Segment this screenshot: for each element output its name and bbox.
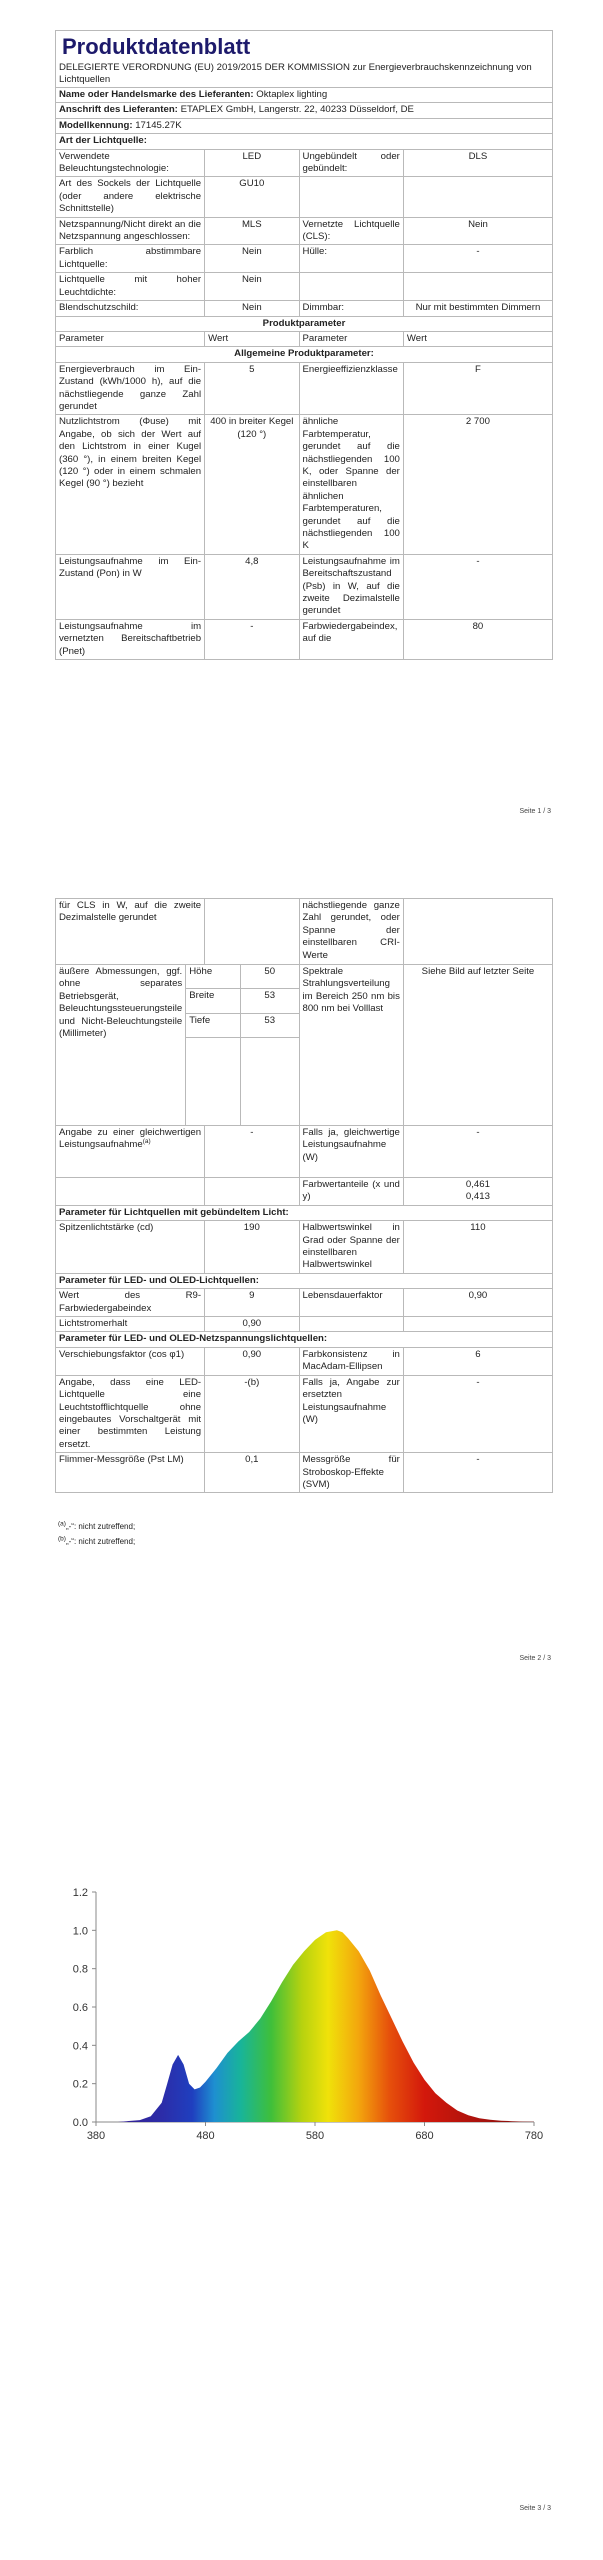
table-row [56, 619, 553, 659]
param-value: DLS [403, 149, 552, 177]
y-tick-label: 0.6 [72, 2002, 88, 2014]
param-value: - [205, 619, 299, 659]
supplier-name-label: Name oder Handelsmarke des Lieferanten: [59, 89, 254, 100]
regulation-text: DELEGIERTE VERORDNUNG (EU) 2019/2015 DER KOMMISSION zur Energieverbrauchskennzeichnung von Lichtquellen [59, 62, 532, 85]
param-value: - [403, 245, 552, 273]
x-tick-labels [87, 2122, 543, 2142]
param-label [299, 177, 403, 217]
x-tick-label: 680 [415, 2130, 434, 2142]
param-label: Lebensdauerfaktor [299, 1289, 403, 1317]
param-value: - [403, 1453, 552, 1493]
param-label: Farbwertanteile (x und y) [299, 1178, 403, 1206]
param-value: Nur mit bestimmten Dimmern [403, 301, 552, 316]
param-label: Farblich abstimmbare Lichtquelle: [56, 245, 205, 273]
table-row [56, 245, 553, 273]
param-value: 2 700 [403, 415, 552, 554]
page-1 [0, 0, 603, 815]
param-label: Vernetzte Lichtquelle (CLS): [299, 217, 403, 245]
x-tick-label: 580 [305, 2130, 325, 2142]
mains-params-header: Parameter für LED- und OLED-Netzspannungslichtquellen: [56, 1332, 553, 1347]
spectral-distribution-chart [0, 1870, 603, 2210]
footnote-b: $^{(b)}$„-“: nicht zutreffend; [58, 1535, 136, 1546]
y-tick-label: 0.8 [72, 1963, 88, 1976]
param-value: - [205, 1126, 299, 1178]
table-row [56, 1453, 553, 1493]
param-label: für CLS in W, auf die zweite Dezimalstelle gerundet [56, 899, 205, 965]
param-value: 400 in breiter Kegel (120 °) [205, 415, 299, 554]
param-label: Energieverbrauch im Ein-Zustand (kWh/1000 h), auf die nächstliegende ganze Zahl gerundet [56, 362, 205, 415]
param-label: Flimmer-Messgröße (Pst LM) [56, 1453, 205, 1493]
param-value [205, 899, 299, 965]
param-value: 5 [205, 362, 299, 415]
param-label: Blendschutzschild: [56, 301, 205, 316]
param-value: 190 [205, 1221, 299, 1274]
param-label: Farbkonsistenz in MacAdam-Ellipsen [299, 1347, 403, 1375]
param-value [403, 1178, 552, 1206]
param-value: 0,1 [205, 1453, 299, 1493]
param-value: Nein [205, 301, 299, 316]
table-row [56, 273, 553, 301]
param-label: Spitzenlichtstärke (cd) [56, 1221, 205, 1274]
param-label: Spektrale Strahlungsverteilung im Bereich 250 nm bis 800 nm bei Volllast [299, 965, 403, 1126]
param-label: Angabe, dass eine LED-Lichtquelle eine Leuchtstofflichtquelle ohne eingebautes Vorschaltgerät mit einer bestimmten Leistung ersetzt. [56, 1375, 205, 1452]
general-params-header: Allgemeine Produktparameter: [56, 347, 553, 362]
param-value: 4,8 [205, 554, 299, 619]
table-row [56, 415, 553, 554]
param-value: 0,90 [403, 1289, 552, 1317]
y-tick-label: 0.2 [72, 2078, 88, 2091]
table-row [56, 1178, 553, 1206]
param-label: Nutzlichtstrom (Φuse) mit Angabe, ob sich der Wert auf den Lichtstrom in einer Kugel (360 °), in einem breiten Kegel (120 °) oder in einem schmalen Kegel (90 °) bezieht [56, 415, 205, 554]
param-label: Leistungsaufnahme im Bereitschaftszustand (Psb) in W, auf die zweite Dezimalstelle gerundet [299, 554, 403, 619]
param-label: Angabe zu einer gleichwertigen Leistungsaufnahme$^{(a)}$ [56, 1126, 205, 1178]
product-datasheet-table-continued [55, 898, 553, 1493]
table-row [56, 177, 553, 217]
param-label: nächstliegende ganze Zahl gerundet, oder Spanne der einstellbaren CRI-Werte [299, 899, 403, 965]
param-value [403, 899, 552, 965]
y-tick-labels [73, 1887, 96, 2129]
y-tick-label: 0.4 [72, 2040, 88, 2053]
param-label: Art des Sockels der Lichtquelle (oder andere elektrische Schnittstelle) [56, 177, 205, 217]
x-tick-label: 480 [196, 2130, 215, 2142]
param-value: Nein [403, 217, 552, 245]
param-label: Hülle: [299, 245, 403, 273]
param-value: F [403, 362, 552, 415]
param-value: 80 [403, 619, 552, 659]
dls-params-header: Parameter für Lichtquellen mit gebündeltem Licht: [56, 1205, 553, 1220]
param-label: Ungebündelt oder gebündelt: [299, 149, 403, 177]
x-tick-label: 780 [524, 2130, 544, 2142]
column-header-row [56, 331, 553, 346]
page-number: Seite 2 / 3 [519, 1655, 551, 1662]
param-value: - [403, 1375, 552, 1452]
param-value: 0,90 [205, 1317, 299, 1332]
param-label: Falls ja, Angabe zur ersetzten Leistungsaufnahme (W) [299, 1375, 403, 1452]
param-label: Wert des R9-Farbwiedergabeindex [56, 1289, 205, 1317]
supplier-name: Oktaplex lighting [256, 89, 328, 100]
column-header: Parameter [299, 331, 403, 346]
chroma-x: 0,461 [465, 1179, 490, 1190]
param-label: Dimmbar: [299, 301, 403, 316]
param-label: Energieeffizienzklasse [299, 362, 403, 415]
dimension-name: Breite [186, 989, 241, 1013]
model-row [56, 118, 553, 133]
param-value: - [403, 554, 552, 619]
table-row [56, 149, 553, 177]
product-params-header: Produktparameter [56, 316, 553, 331]
table-row [56, 1347, 553, 1375]
dimension-value: 53 [241, 989, 299, 1013]
dimension-name: Höhe [186, 965, 241, 989]
table-row [56, 301, 553, 316]
param-value: LED [205, 149, 299, 177]
dimension-value: 53 [241, 1013, 299, 1037]
param-value: Nein [205, 245, 299, 273]
led-params-header: Parameter für LED- und OLED-Lichtquellen: [56, 1273, 553, 1288]
param-label: Verwendete Beleuchtungstechnologie: [56, 149, 205, 177]
supplier-name-row [56, 88, 553, 103]
table-row [56, 899, 553, 965]
supplier-address-row [56, 103, 553, 118]
param-label: Leistungsaufnahme im vernetzten Bereitschaftbetrieb (Pnet) [56, 619, 205, 659]
param-label: ähnliche Farbtemperatur, gerundet auf die nächstliegenden 100 K, oder Spanne der einstellbaren ähnlichen Farbtemperaturen, gerundet auf die nächstliegenden 100 K [299, 415, 403, 554]
dimensions-row [56, 965, 553, 1126]
column-header: Wert [403, 331, 552, 346]
chroma-y: 0,413 [465, 1191, 490, 1203]
param-label [299, 273, 403, 301]
param-label: Farbwiedergabeindex, auf die [299, 619, 403, 659]
param-value: 6 [403, 1347, 552, 1375]
table-row [56, 1289, 553, 1317]
supplier-address-label: Anschrift des Lieferanten: [59, 104, 178, 116]
title-cell [56, 31, 553, 88]
product-datasheet-table [55, 30, 553, 660]
page-number: Seite 1 / 3 [519, 808, 551, 815]
param-label: Leistungsaufnahme im Ein-Zustand (Pon) in W [56, 554, 205, 619]
param-label: Falls ja, gleichwertige Leistungsaufnahme (W) [299, 1126, 403, 1178]
dimension-value: 50 [241, 965, 299, 989]
dimensions-cell [56, 965, 300, 1126]
param-value: 0,90 [205, 1347, 299, 1375]
param-label: Messgröße für Stroboskop-Effekte (SVM) [299, 1453, 403, 1493]
table-row [56, 362, 553, 415]
param-value: Siehe Bild auf letzter Seite [403, 965, 552, 1126]
table-row [56, 217, 553, 245]
y-tick-label: 1.2 [72, 1887, 88, 1899]
param-value: 110 [403, 1221, 552, 1274]
model-label: Modellkennung: [59, 119, 133, 131]
x-tick-label: 380 [86, 2130, 106, 2142]
param-value: - [403, 1126, 552, 1178]
page-number: Seite 3 / 3 [519, 2505, 551, 2512]
param-value: GU10 [205, 177, 299, 217]
model-id: 17145.27K [135, 119, 182, 131]
param-label: Halbwertswinkel in Grad oder Spanne der einstellbaren Halbwertswinkel [299, 1221, 403, 1274]
param-label: Lichtquelle mit hoher Leuchtdichte: [56, 273, 205, 301]
page-title: Produktdatenblatt [62, 34, 251, 59]
dimension-name: Tiefe [186, 1013, 241, 1037]
series-spectrum-area [96, 1930, 534, 2122]
dimensions-table [56, 965, 299, 1125]
y-tick-label: 0.0 [72, 2117, 88, 2129]
table-row [56, 1126, 553, 1178]
supplier-address: ETAPLEX GmbH, Langerstr. 22, 40233 Düsseldorf, DE [180, 104, 414, 116]
param-value [403, 273, 552, 301]
table-row [56, 1317, 553, 1332]
param-value: -(b) [205, 1375, 299, 1452]
param-value [403, 177, 552, 217]
table-row [56, 1221, 553, 1274]
param-value: MLS [205, 217, 299, 245]
column-header: Wert [205, 331, 299, 346]
dimensions-label: äußere Abmessungen, ggf. ohne separates Betriebsgerät, Beleuchtungssteuerungsteile und Nicht-Beleuchtungsteile (Millimeter) [56, 965, 186, 1125]
footnote-a: $^{(a)}$„-“: nicht zutreffend; [58, 1520, 136, 1531]
param-value: Nein [205, 273, 299, 301]
table-row [56, 554, 553, 619]
y-tick-label: 1.0 [72, 1925, 88, 1938]
type-header: Art der Lichtquelle: [56, 134, 553, 149]
table-row [56, 1375, 553, 1452]
param-label: Lichtstromerhalt [56, 1317, 205, 1332]
column-header: Parameter [56, 331, 205, 346]
param-value: 9 [205, 1289, 299, 1317]
param-label: Verschiebungsfaktor (cos φ1) [56, 1347, 205, 1375]
param-label: Netzspannung/Nicht direkt an die Netzspannung angeschlossen: [56, 217, 205, 245]
